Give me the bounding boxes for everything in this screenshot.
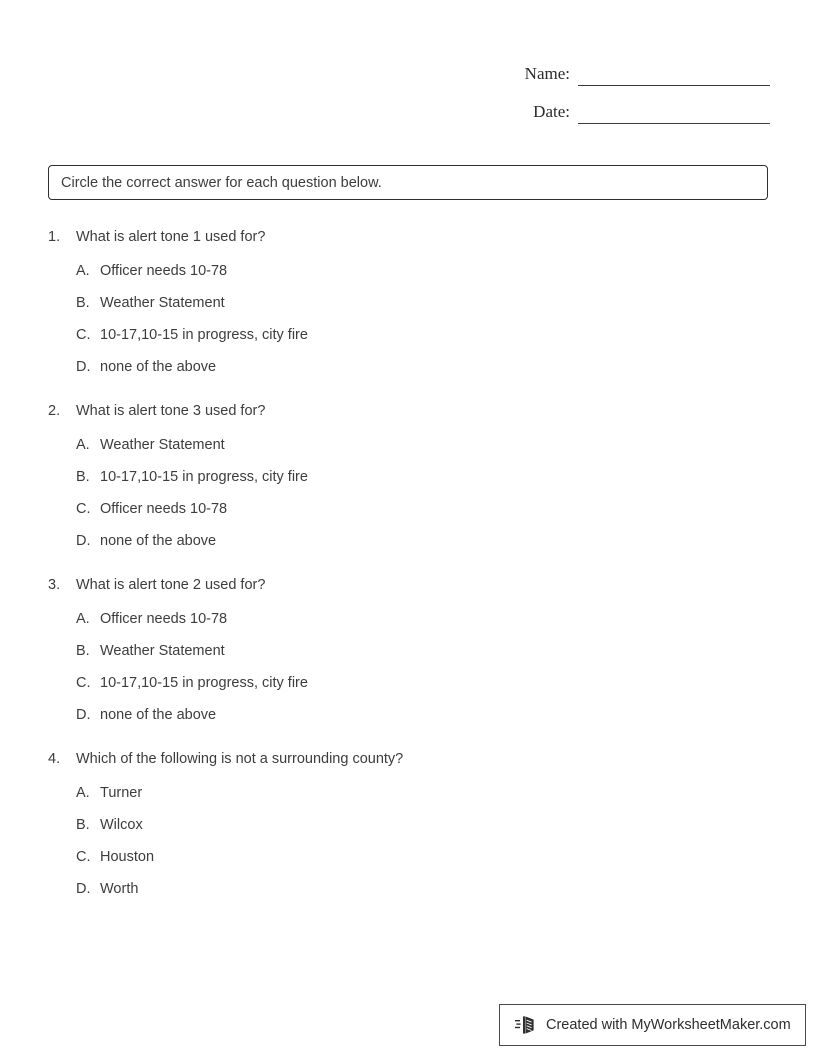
option-text: Officer needs 10-78 bbox=[100, 501, 228, 517]
option-item[interactable] bbox=[76, 469, 768, 485]
option-letter: B. bbox=[76, 295, 90, 311]
option-text: 10-17,10-15 in progress, city fire bbox=[100, 469, 308, 485]
option-text: Officer needs 10-78 bbox=[100, 263, 228, 279]
option-item[interactable] bbox=[76, 817, 768, 833]
option-letter: C. bbox=[76, 327, 91, 343]
option-letter: D. bbox=[76, 881, 91, 897]
name-input-line[interactable] bbox=[578, 63, 770, 86]
question-text: What is alert tone 1 used for? bbox=[76, 229, 266, 245]
student-info-fields bbox=[440, 48, 770, 124]
question-number: 1. bbox=[48, 229, 61, 245]
option-text: Weather Statement bbox=[100, 295, 225, 311]
question-prompt bbox=[48, 577, 768, 593]
question-text: What is alert tone 2 used for? bbox=[76, 577, 266, 593]
option-list bbox=[48, 437, 768, 549]
instruction-box bbox=[48, 165, 768, 200]
question-list bbox=[48, 229, 768, 925]
option-text: none of the above bbox=[100, 707, 217, 723]
option-letter: A. bbox=[76, 785, 90, 801]
option-letter: D. bbox=[76, 533, 91, 549]
option-item[interactable] bbox=[76, 881, 768, 897]
date-input-line[interactable] bbox=[578, 101, 770, 124]
option-list bbox=[48, 785, 768, 897]
option-text: Weather Statement bbox=[100, 643, 225, 659]
option-letter: A. bbox=[76, 263, 90, 279]
option-item[interactable] bbox=[76, 785, 768, 801]
question-text: Which of the following is not a surrounding county? bbox=[76, 751, 404, 767]
option-text: Wilcox bbox=[100, 817, 143, 833]
option-text: none of the above bbox=[100, 359, 217, 375]
option-item[interactable] bbox=[76, 437, 768, 453]
worksheet-maker-logo-icon bbox=[514, 1013, 538, 1037]
footer-badge bbox=[499, 1004, 806, 1046]
option-letter: C. bbox=[76, 501, 91, 517]
option-text: Houston bbox=[100, 849, 155, 865]
option-item[interactable] bbox=[76, 675, 768, 691]
date-field-row bbox=[440, 86, 770, 124]
name-label: Name: bbox=[524, 64, 570, 83]
question-block bbox=[48, 577, 768, 723]
option-item[interactable] bbox=[76, 643, 768, 659]
question-prompt bbox=[48, 229, 768, 245]
option-item[interactable] bbox=[76, 263, 768, 279]
option-letter: A. bbox=[76, 611, 90, 627]
option-text: Worth bbox=[100, 881, 139, 897]
option-letter: D. bbox=[76, 707, 91, 723]
option-letter: B. bbox=[76, 643, 90, 659]
option-text: Weather Statement bbox=[100, 437, 225, 453]
question-prompt bbox=[48, 751, 768, 767]
question-number: 4. bbox=[48, 751, 61, 767]
option-item[interactable] bbox=[76, 359, 768, 375]
option-item[interactable] bbox=[76, 533, 768, 549]
question-prompt bbox=[48, 403, 768, 419]
name-field-row bbox=[440, 48, 770, 86]
footer-badge-text: Created with MyWorksheetMaker.com bbox=[546, 1017, 791, 1033]
option-letter: D. bbox=[76, 359, 91, 375]
option-text: Turner bbox=[100, 785, 143, 801]
option-item[interactable] bbox=[76, 707, 768, 723]
question-number: 3. bbox=[48, 577, 61, 593]
option-item[interactable] bbox=[76, 295, 768, 311]
instruction-text: Circle the correct answer for each question below. bbox=[61, 174, 382, 191]
option-letter: C. bbox=[76, 675, 91, 691]
option-list bbox=[48, 263, 768, 375]
question-number: 2. bbox=[48, 403, 61, 419]
option-letter: B. bbox=[76, 469, 90, 485]
option-text: 10-17,10-15 in progress, city fire bbox=[100, 327, 308, 343]
question-block bbox=[48, 229, 768, 375]
option-text: none of the above bbox=[100, 533, 217, 549]
option-item[interactable] bbox=[76, 501, 768, 517]
date-label: Date: bbox=[533, 102, 570, 121]
option-item[interactable] bbox=[76, 611, 768, 627]
option-list bbox=[48, 611, 768, 723]
question-block bbox=[48, 403, 768, 549]
option-letter: A. bbox=[76, 437, 90, 453]
question-text: What is alert tone 3 used for? bbox=[76, 403, 266, 419]
option-item[interactable] bbox=[76, 327, 768, 343]
option-item[interactable] bbox=[76, 849, 768, 865]
option-letter: B. bbox=[76, 817, 90, 833]
option-text: Officer needs 10-78 bbox=[100, 611, 228, 627]
option-letter: C. bbox=[76, 849, 91, 865]
question-block bbox=[48, 751, 768, 897]
option-text: 10-17,10-15 in progress, city fire bbox=[100, 675, 308, 691]
